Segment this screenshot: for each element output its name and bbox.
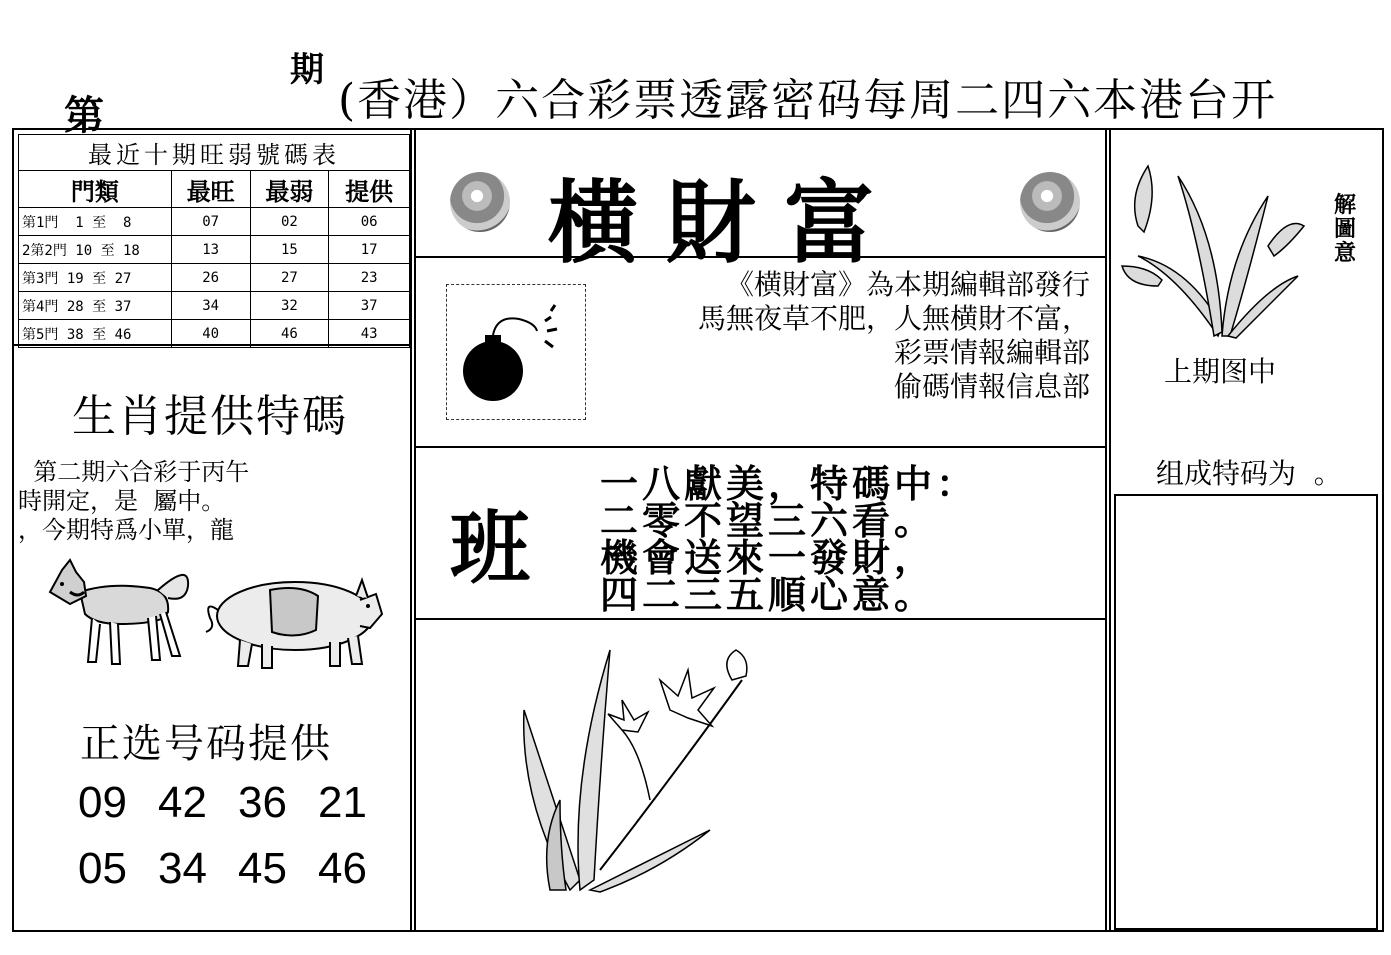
last-issue-caption: 上期图中 [1164, 355, 1277, 388]
picks-row-1 [78, 778, 398, 828]
col-header-gate: 門類 [19, 171, 172, 208]
table-caption: 最近十期旺弱號碼表 [19, 135, 410, 171]
intro-line: 彩票情報編輯部 [893, 336, 1090, 369]
divider-center-3 [414, 618, 1107, 620]
right-answer-box [1114, 494, 1378, 930]
cell-hot: 07 [171, 208, 250, 236]
puzzle-label-char: 意 [1333, 241, 1356, 266]
pick-number: 21 [318, 778, 367, 827]
pick-number: 45 [238, 844, 287, 893]
zodiac-line: 時開定，是 屬中。 [18, 487, 226, 515]
main-title: 横財富 [548, 170, 902, 276]
picks-row-2 [78, 844, 398, 894]
table-row [19, 236, 410, 264]
cell-gate: 第4門 28 至 37 [19, 292, 172, 320]
pick-number: 34 [158, 844, 207, 893]
table-row [19, 208, 410, 236]
cell-hot: 34 [171, 292, 250, 320]
ban-character: 班 [450, 502, 530, 595]
puzzle-label-char: 解 [1333, 193, 1356, 218]
compose-text: 组成特码为 。 [1156, 457, 1342, 490]
col-header-hot: 最旺 [171, 171, 250, 208]
bomb-icon [447, 285, 585, 419]
poem [600, 462, 979, 617]
cell-offer: 37 [329, 292, 410, 320]
zodiac-text [18, 458, 318, 545]
poem-line: 機會送來一發財， [600, 536, 937, 580]
pig-icon [200, 570, 385, 670]
table-row [19, 264, 410, 292]
poem-line: 二零不望三六看。 [600, 499, 937, 543]
cell-cold: 02 [250, 208, 329, 236]
zodiac-line: ，今期特爲小單，龍 [18, 516, 234, 544]
pick-number: 36 [238, 778, 287, 827]
poem-line: 一八獻美，特碼中： [600, 462, 979, 506]
table-row [19, 292, 410, 320]
pick-number: 42 [158, 778, 207, 827]
pick-number: 09 [78, 778, 127, 827]
flower-icon [510, 640, 760, 900]
intro-line: 《横財富》為本期編輯部發行 [725, 268, 1090, 301]
zodiac-line: 第二期六合彩于丙午 [18, 458, 250, 486]
dog-icon [40, 552, 200, 672]
zodiac-title: 生肖提供特碼 [72, 391, 348, 442]
cell-hot: 40 [171, 320, 250, 348]
table-row [19, 320, 410, 348]
divider-right [1105, 128, 1107, 932]
pick-number: 05 [78, 844, 127, 893]
cell-cold: 46 [250, 320, 329, 348]
cell-hot: 13 [171, 236, 250, 264]
cell-cold: 27 [250, 264, 329, 292]
cell-offer: 06 [329, 208, 410, 236]
cell-offer: 17 [329, 236, 410, 264]
puzzle-label-char: 圖 [1333, 217, 1356, 242]
header-title: (香港）六合彩票透露密码每周二四六本港台开 [338, 75, 1278, 126]
divider-left [410, 128, 412, 932]
cell-gate: 2第2門 10 至 18 [19, 236, 172, 264]
pick-number: 46 [318, 844, 367, 893]
intro-line: 偷碼情報信息部 [893, 370, 1090, 403]
col-header-cold: 最弱 [250, 171, 329, 208]
cell-offer: 43 [329, 320, 410, 348]
poem-line: 四二三五順心意。 [600, 573, 937, 617]
bomb-frame [446, 284, 586, 420]
cell-gate: 第1門 1 至 8 [19, 208, 172, 236]
cell-gate: 第5門 38 至 46 [19, 320, 172, 348]
divider-center-2 [414, 446, 1107, 448]
divider-left-inner [414, 128, 416, 932]
col-header-offer: 提供 [329, 171, 410, 208]
cell-offer: 23 [329, 264, 410, 292]
hot-cold-table [18, 134, 410, 348]
cell-cold: 32 [250, 292, 329, 320]
plant-icon [1118, 156, 1308, 346]
cell-gate: 第3門 19 至 27 [19, 264, 172, 292]
picks-title: 正选号码提供 [80, 721, 332, 767]
cell-cold: 15 [250, 236, 329, 264]
issue-label-qi: 期 [290, 50, 324, 90]
coin-icon [450, 172, 510, 232]
puzzle-label [1330, 194, 1360, 266]
divider-right-inner [1109, 128, 1111, 932]
cell-hot: 26 [171, 264, 250, 292]
issue-label-di: 第 [64, 93, 104, 139]
coin-icon [1020, 172, 1080, 232]
intro-line: 馬無夜草不肥，人無横財不富， [697, 302, 1090, 335]
intro-text [610, 268, 1090, 404]
